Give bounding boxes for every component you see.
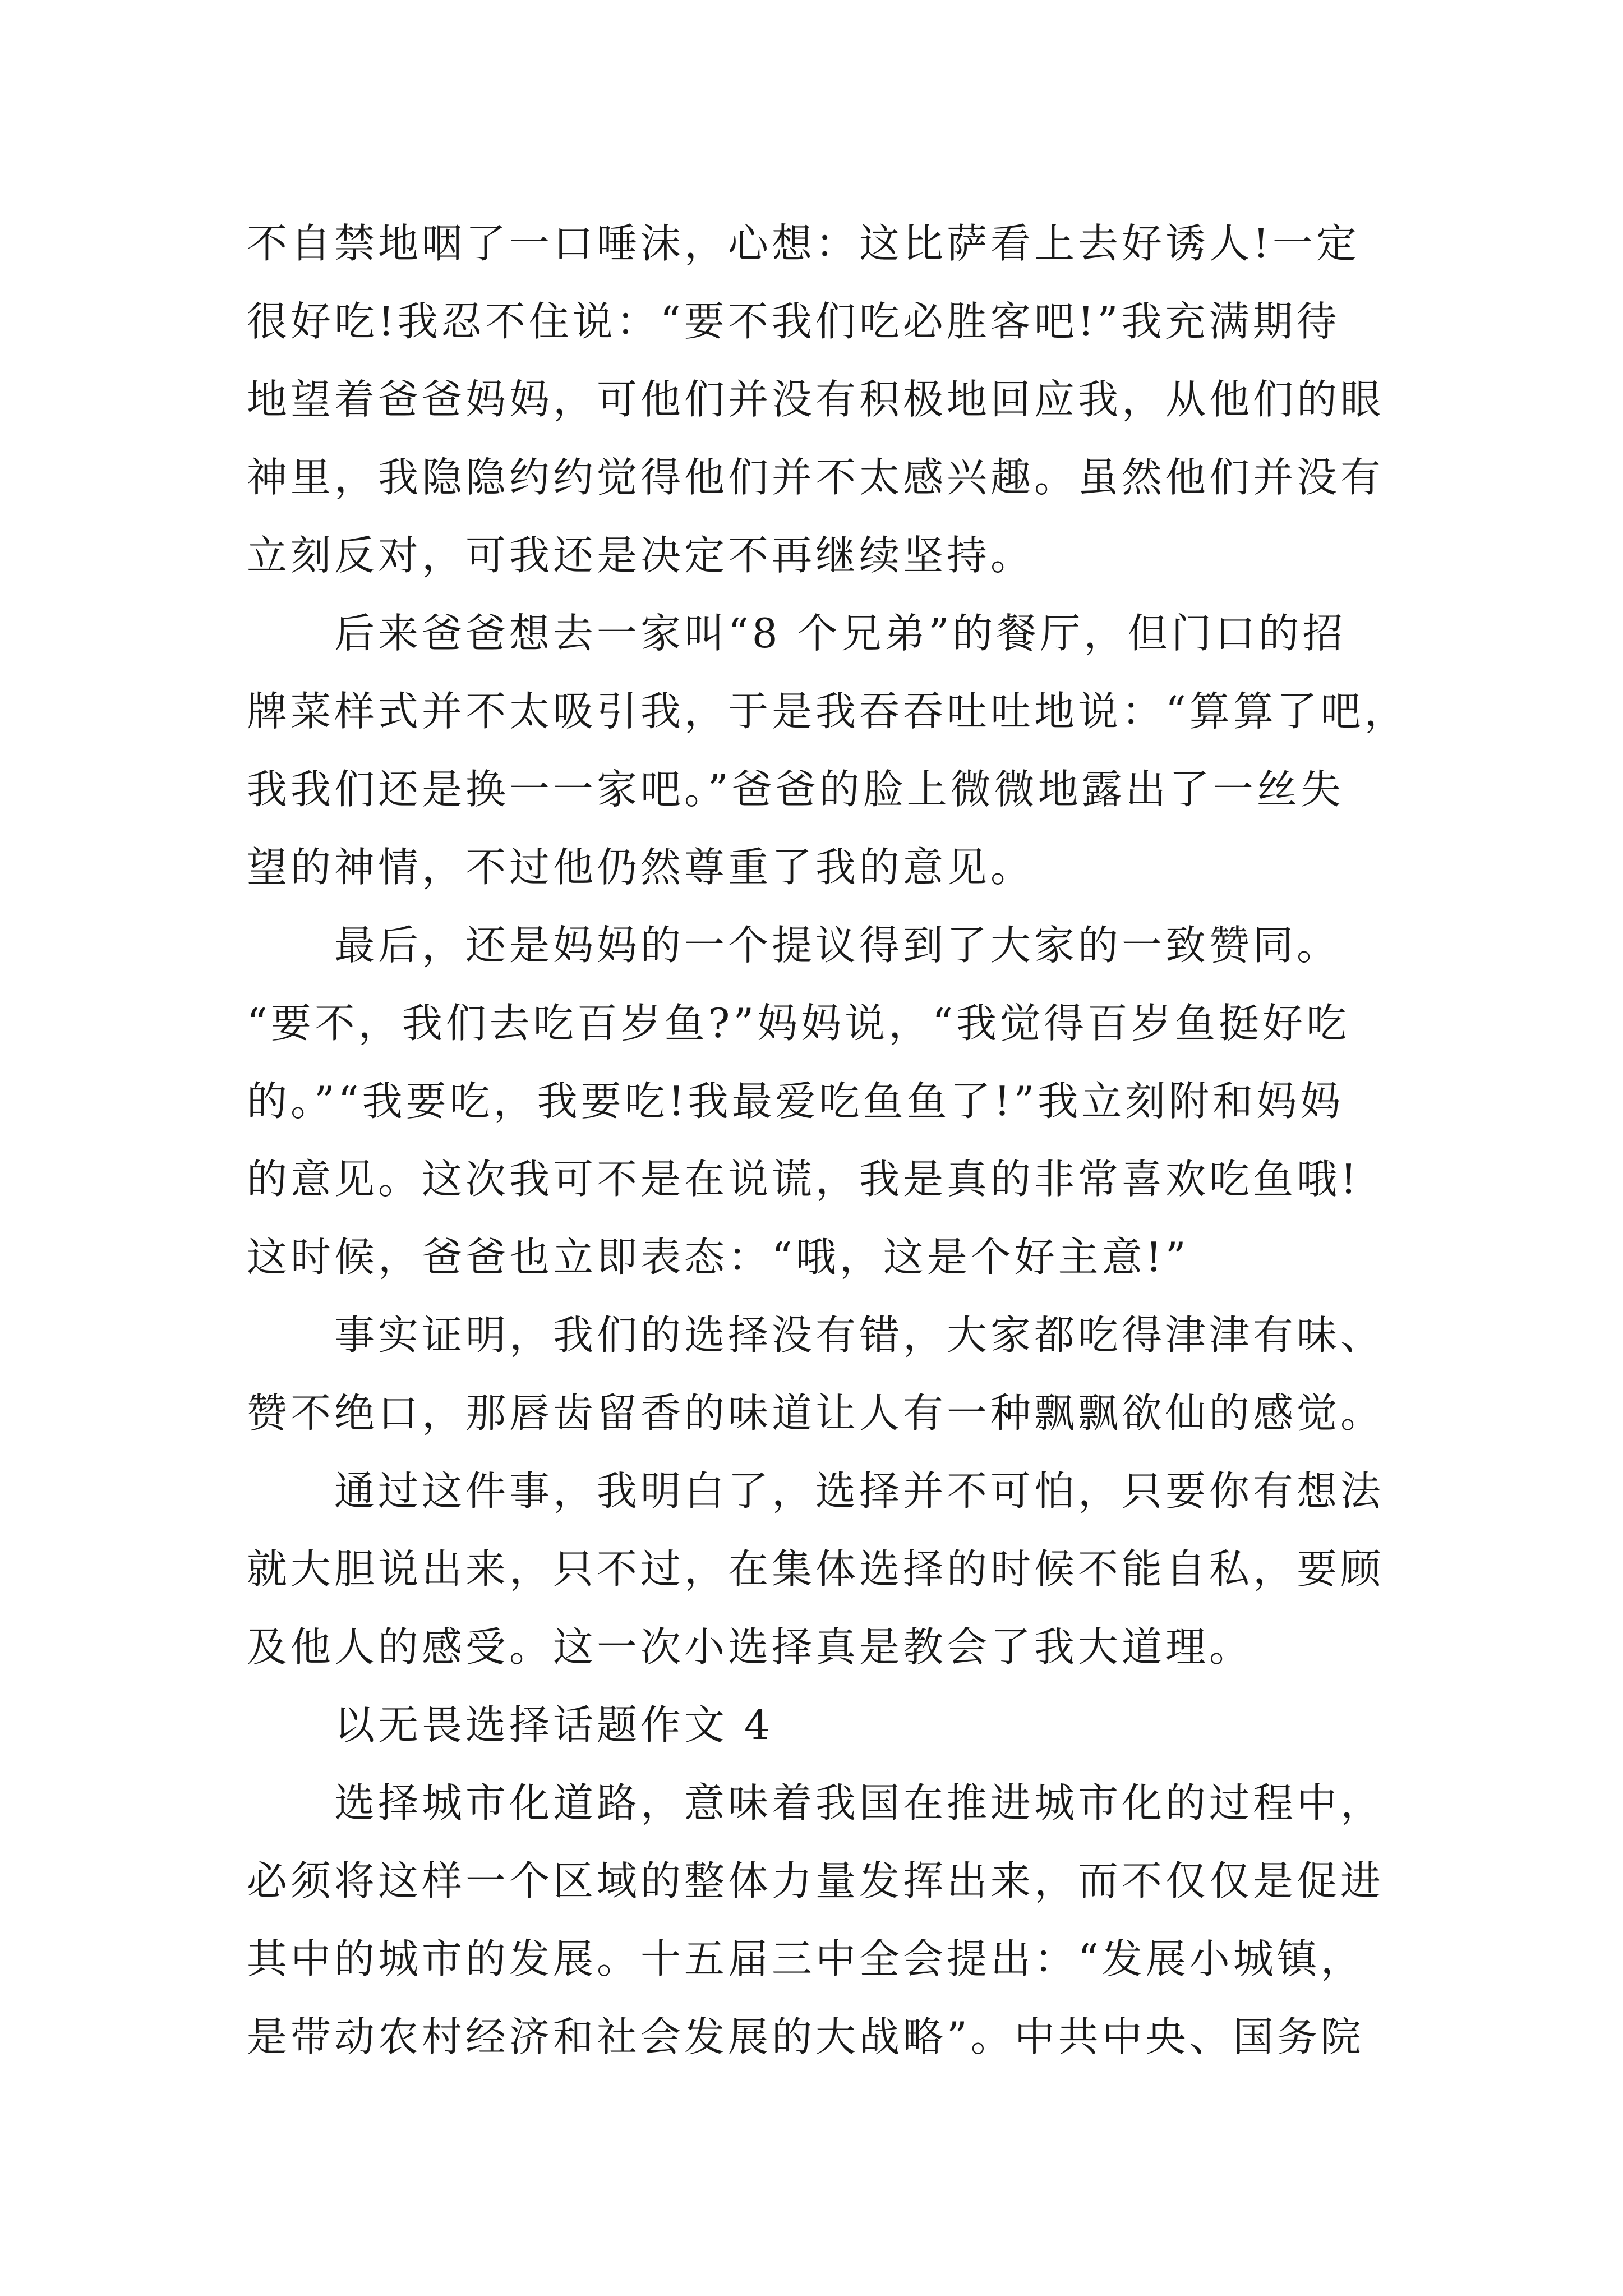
text-line-16: 赞不绝口，那唇齿留香的味道让人有一种飘飘欲仙的感觉。 xyxy=(247,1389,1385,1437)
text-line-2: 很好吃!我忍不住说：“要不我们吃必胜客吧!”我充满期待 xyxy=(247,298,1340,345)
text-line-19: 及他人的感受。这一次小选择真是教会了我大道理。 xyxy=(247,1623,1253,1671)
text-line-15: 事实证明，我们的选择没有错，大家都吃得津津有味、 xyxy=(247,1312,1385,1359)
text-line-4: 神里，我隐隐约约觉得他们并不太感兴趣。虽然他们并没有 xyxy=(247,454,1385,501)
text-line-14: 这时候，爸爸也立即表态：“哦，这是个好主意!” xyxy=(247,1234,1189,1281)
text-line-18: 就大胆说出来，只不过，在集体选择的时候不能自私，要顾 xyxy=(247,1545,1385,1593)
text-line-7: 牌菜样式并不太吸引我，于是我吞吞吐吐地说：“算算了吧， xyxy=(247,688,1408,735)
text-line-1: 不自禁地咽了一口唾沫，心想：这比萨看上去好诱人!一定 xyxy=(247,220,1360,267)
text-line-11: “要不，我们去吃百岁鱼?”妈妈说，“我觉得百岁鱼挺好吃 xyxy=(247,1000,1350,1047)
text-line-22: 必须将这样一个区域的整体力量发挥出来，而不仅仅是促进 xyxy=(247,1857,1385,1904)
section-heading: 以无畏选择话题作文 4 xyxy=(247,1701,773,1749)
text-line-5: 立刻反对，可我还是决定不再继续坚持。 xyxy=(247,532,1035,579)
text-line-12: 的。”“我要吃，我要吃!我最爱吃鱼鱼了!”我立刻附和妈妈 xyxy=(247,1078,1344,1125)
text-line-21: 选择城市化道路，意味着我国在推进城市化的过程中， xyxy=(247,1779,1385,1826)
text-line-13: 的意见。这次我可不是在说谎，我是真的非常喜欢吃鱼哦! xyxy=(247,1156,1360,1203)
text-line-8: 我我们还是换一一家吧。”爸爸的脸上微微地露出了一丝失 xyxy=(247,766,1344,813)
text-line-23: 其中的城市的发展。十五届三中全会提出：“发展小城镇， xyxy=(247,1935,1364,1982)
text-line-24: 是带动农村经济和社会发展的大战略”。中共中央、国务院 xyxy=(247,2013,1364,2060)
text-line-10: 最后，还是妈妈的一个提议得到了大家的一致赞同。 xyxy=(247,922,1341,969)
text-line-9: 望的神情，不过他仍然尊重了我的意见。 xyxy=(247,844,1035,891)
text-line-6: 后来爸爸想去一家叫“8 个兄弟”的餐厅，但门口的招 xyxy=(247,610,1347,657)
document-body xyxy=(247,205,1408,2076)
text-line-17: 通过这件事，我明白了，选择并不可怕，只要你有想法 xyxy=(247,1467,1385,1515)
text-line-3: 地望着爸爸妈妈，可他们并没有积极地回应我，从他们的眼 xyxy=(247,376,1385,423)
